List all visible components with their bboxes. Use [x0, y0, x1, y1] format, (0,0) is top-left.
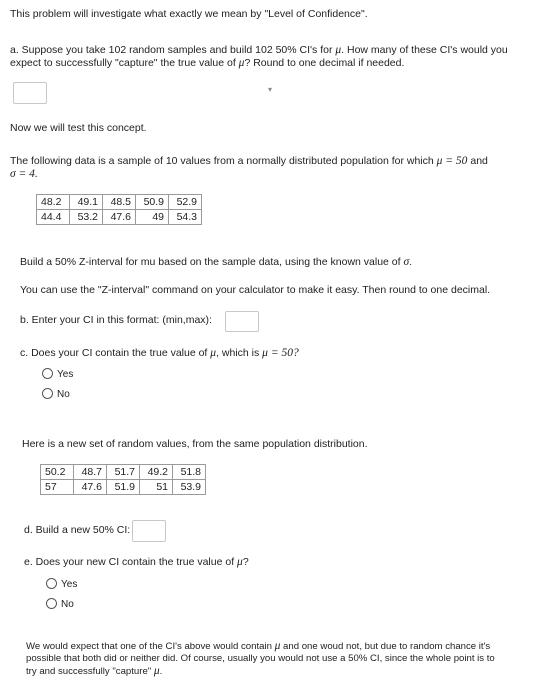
part-e-yes-label: Yes [61, 579, 78, 590]
table-cell: 47.6 [103, 210, 136, 225]
table-cell: 50.2 [41, 465, 74, 480]
part-d-question: d. Build a new 50% CI: [24, 524, 131, 536]
part-b-ci-input[interactable] [225, 311, 259, 332]
table-cell: 51 [140, 480, 173, 495]
table-cell: 48.5 [103, 195, 136, 210]
mu-symbol: μ [335, 44, 342, 56]
table-cell: 50.9 [136, 195, 169, 210]
table-cell: 52.9 [169, 195, 202, 210]
table-cell: 47.6 [74, 480, 107, 495]
part-e-question: e. Does your new CI contain the true value of μ? [24, 556, 249, 568]
part-c-no-label: No [57, 389, 70, 400]
table-row [37, 210, 202, 225]
table-cell: 51.8 [173, 465, 206, 480]
cursor-mark: ▾ [268, 85, 273, 94]
table-cell: 53.2 [70, 210, 103, 225]
table-row [41, 480, 206, 495]
table-row [37, 195, 202, 210]
table-cell: 51.9 [107, 480, 140, 495]
part-c-no-radio[interactable] [42, 388, 53, 399]
table-cell: 51.7 [107, 465, 140, 480]
part-d-ci-input[interactable] [132, 520, 166, 542]
table-cell: 48.2 [37, 195, 70, 210]
part-e-yes-radio[interactable] [46, 578, 57, 589]
data-intro-text: The following data is a sample of 10 values from a normally distributed population for which μ = 50 and σ = 4. [10, 155, 488, 180]
table-cell: 48.7 [74, 465, 107, 480]
table-cell: 49 [136, 210, 169, 225]
part-a-answer-input[interactable] [13, 82, 47, 104]
part-a-question: a. Suppose you take 102 random samples and build 102 50% CI's for μ. How many of these CI's would you expect to successfully "capture" the true value of μ? Round to one decimal if needed. [10, 44, 508, 69]
sample-data-table-1 [36, 194, 202, 225]
part-e-no-radio[interactable] [46, 598, 57, 609]
sample-data-table-2 [40, 464, 206, 495]
build-interval-instruction: Build a 50% Z-interval for mu based on the sample data, using the known value of σ. [20, 256, 413, 268]
part-b-question: b. Enter your CI in this format: (min,max): [20, 314, 212, 326]
mu-symbol: μ [238, 57, 245, 69]
test-concept-text: Now we will test this concept. [10, 122, 147, 134]
table-row [41, 465, 206, 480]
table-cell: 53.9 [173, 480, 206, 495]
part-c-yes-radio[interactable] [42, 368, 53, 379]
calculator-note: You can use the "Z-interval" command on your calculator to make it easy. Then round to one decimal. [20, 284, 491, 296]
part-c-question: c. Does your CI contain the true value of μ, which is μ = 50? [20, 347, 299, 359]
part-c-yes-label: Yes [57, 369, 74, 380]
table-cell: 49.2 [140, 465, 173, 480]
table-cell: 54.3 [169, 210, 202, 225]
part-e-no-label: No [61, 599, 74, 610]
table-cell: 57 [41, 480, 74, 495]
table-cell: 49.1 [70, 195, 103, 210]
table-cell: 44.4 [37, 210, 70, 225]
conclusion-text: We would expect that one of the CI's above would contain μ and one woud not, but due to random chance it's possible that both did or neither did. Of course, usually you would not use a 50% CI, since the whole point is to try and successfully "capture" μ. [26, 640, 495, 677]
intro-text: This problem will investigate what exactly we mean by "Level of Confidence". [10, 8, 368, 20]
new-set-text: Here is a new set of random values, from the same population distribution. [22, 438, 368, 450]
